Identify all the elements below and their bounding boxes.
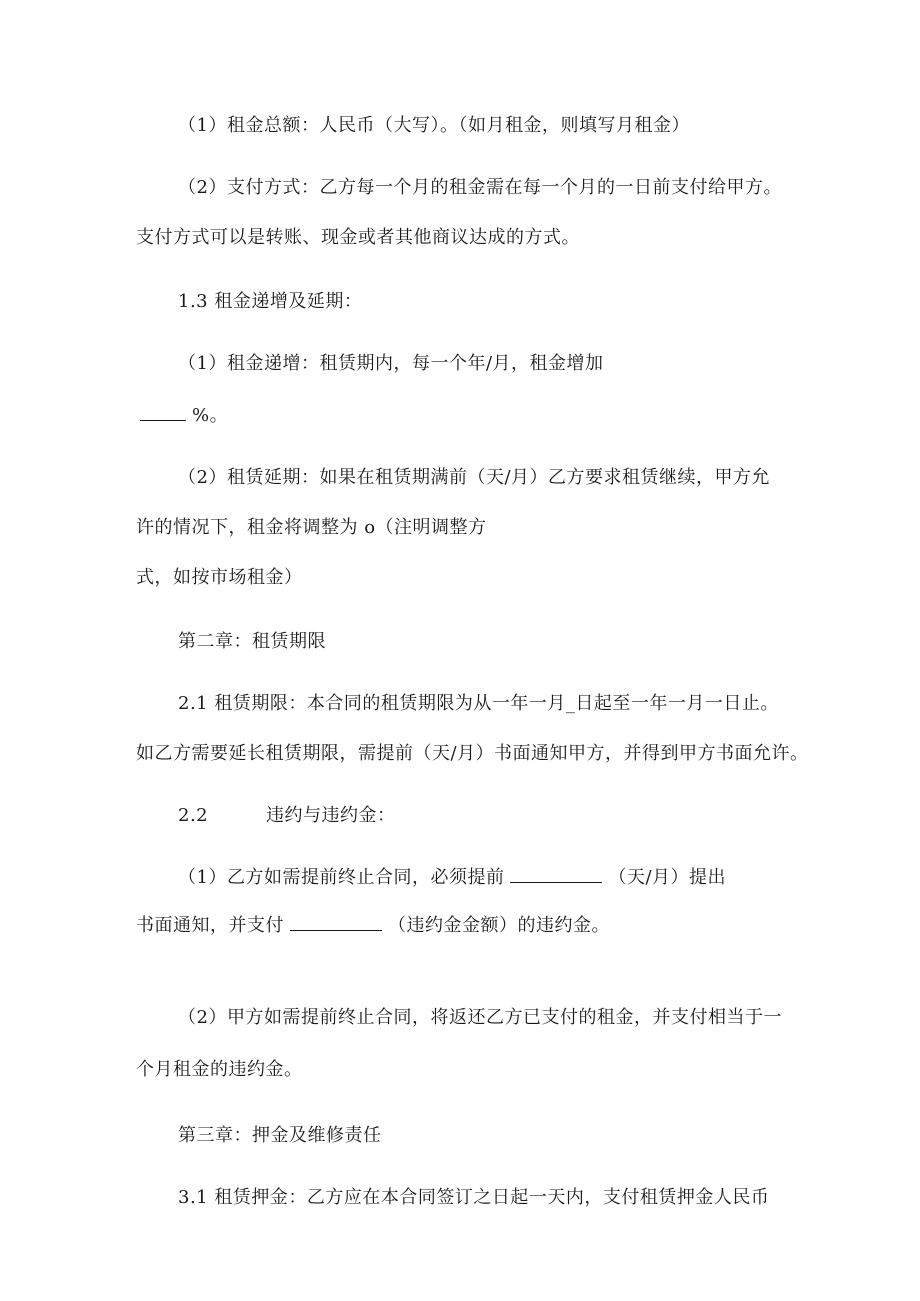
section-2-1-continuation: 如乙方需要延长租赁期限，需提前（天/月）书面通知甲方，并得到甲方书面允许。 <box>136 743 809 764</box>
section-2-2-heading: 违约与违约金： <box>266 805 396 826</box>
chapter-3-heading: 第三章：押金及维修责任 <box>178 1125 382 1146</box>
rent-total-clause: （1）租金总额：人民币（大写）。（如月租金，则填写月租金） <box>178 115 690 136</box>
tenant-termination-continuation <box>136 914 610 938</box>
chapter-2-heading: 第二章：租赁期限 <box>178 631 326 652</box>
penalty-text-end: （违约金金额）的违约金。 <box>388 915 610 936</box>
rent-increase-clause: （1）租金递增：租赁期内，每一个年/月，租金增加 <box>178 353 604 374</box>
rent-increase-percent-suffix: %。 <box>192 405 229 426</box>
section-1-3-heading: 1.3 租金递增及延期： <box>178 291 363 312</box>
landlord-termination-continuation: 个月租金的违约金。 <box>136 1059 303 1080</box>
penalty-amount-blank <box>290 916 382 931</box>
tenant-termination-clause <box>178 866 726 890</box>
section-2-2-number: 2.2 <box>178 805 209 826</box>
section-3-1-clause: 3.1 租赁押金：乙方应在本合同签订之日起一天内，支付租赁押金人民币 <box>178 1187 770 1208</box>
penalty-text: 书面通知，并支付 <box>136 915 284 936</box>
rent-increase-percent-line <box>140 404 228 428</box>
landlord-termination-clause: （2）甲方如需提前终止合同，将返还乙方已支付的租金，并支付相当于一 <box>178 1007 782 1028</box>
tenant-termination-unit: （天/月）提出 <box>608 867 727 888</box>
payment-method-clause: （2）支付方式：乙方每一个月的租金需在每一个月的一日前支付给甲方。 <box>178 177 782 198</box>
rent-increase-blank <box>140 406 186 421</box>
notice-period-blank <box>510 868 602 883</box>
payment-method-continuation: 支付方式可以是转账、现金或者其他商议达成的方式。 <box>136 227 580 248</box>
lease-extension-continuation-2: 式，如按市场租金） <box>136 567 303 588</box>
lease-extension-clause: （2）租赁延期：如果在租赁期满前（天/月）乙方要求租赁继续，甲方允 <box>178 467 771 488</box>
tenant-termination-text: （1）乙方如需提前终止合同，必须提前 <box>178 867 505 888</box>
lease-extension-continuation: 许的情况下，租金将调整为 o（注明调整方 <box>136 517 487 538</box>
section-2-1-clause: 2.1 租赁期限：本合同的租赁期限为从一年一月_日起至一年一月一日止。 <box>178 693 779 714</box>
